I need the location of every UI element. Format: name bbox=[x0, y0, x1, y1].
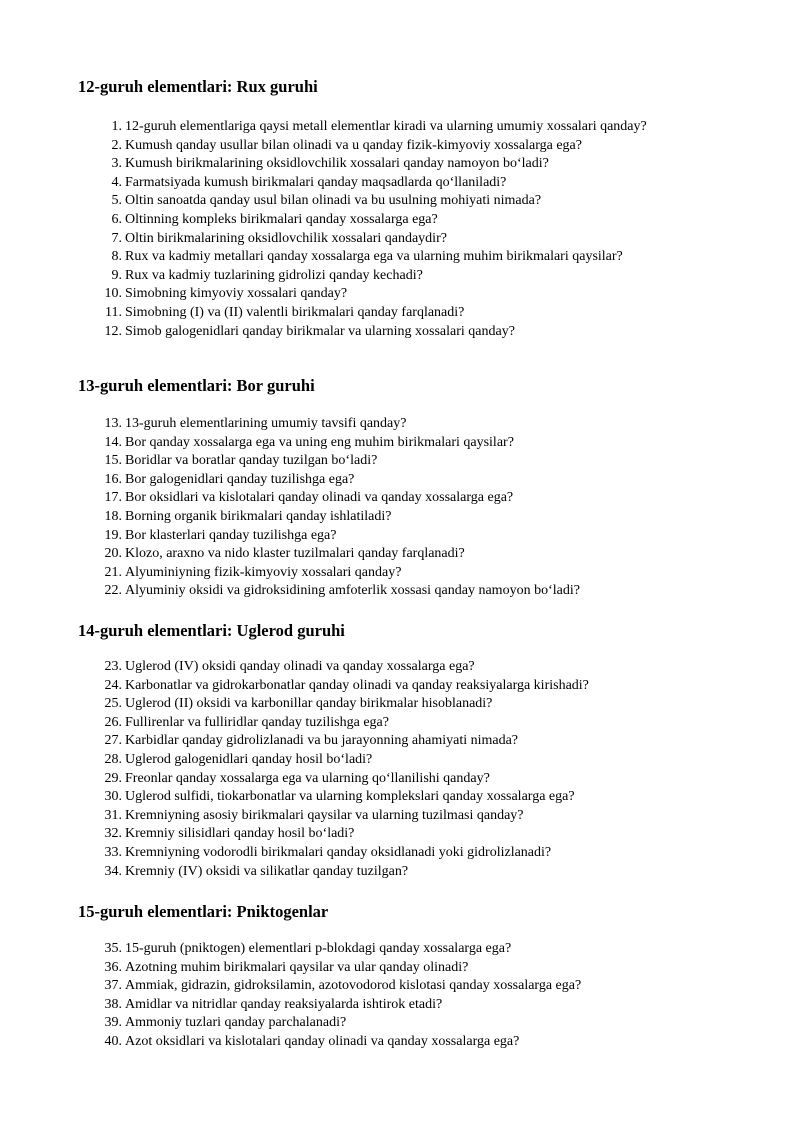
question-list bbox=[0, 415, 800, 601]
list-item bbox=[0, 192, 685, 211]
item-number: 24. bbox=[104, 677, 122, 693]
item-text: Azot oksidlari va kislotalari qanday olinadi va qanday xossalarga ega? bbox=[125, 1033, 520, 1049]
list-item bbox=[0, 489, 685, 508]
item-number: 38. bbox=[104, 996, 122, 1012]
item-text: Oltin sanoatda qanday usul bilan olinadi va bu usulning mohiyati nimada? bbox=[125, 193, 542, 209]
item-text: Azotning muhim birikmalari qaysilar va ular qanday olinadi? bbox=[125, 959, 469, 975]
list-item bbox=[0, 844, 685, 863]
item-text: Alyuminiyning fizik-kimyoviy xossalari qanday? bbox=[125, 564, 402, 580]
item-number: 22. bbox=[104, 583, 122, 599]
list-item bbox=[0, 959, 685, 978]
item-number: 21. bbox=[104, 564, 122, 580]
item-text: Uglerod (IV) oksidi qanday olinadi va qanday xossalarga ega? bbox=[125, 659, 475, 674]
item-text: Boridlar va boratlar qanday tuzilgan bo‘ladi? bbox=[125, 453, 378, 469]
list-item bbox=[0, 977, 685, 996]
item-text: Alyuminiy oksidi va gidroksidining amfoterlik xossasi qanday namoyon bo‘ladi? bbox=[125, 583, 580, 599]
list-item bbox=[0, 137, 685, 156]
item-number: 10. bbox=[104, 286, 122, 302]
item-number: 15. bbox=[104, 453, 122, 469]
section-heading: 13-guruh elementlari: Bor guruhi bbox=[78, 376, 315, 395]
item-text: Bor galogenidlari qanday tuzilishga ega? bbox=[125, 471, 355, 487]
list-item bbox=[0, 545, 685, 564]
item-number: 25. bbox=[104, 696, 122, 712]
item-text: Karbonatlar va gidrokarbonatlar qanday olinadi va qanday reaksiyalarga kirishadi? bbox=[125, 677, 589, 693]
question-list bbox=[0, 118, 800, 341]
list-item bbox=[0, 751, 685, 770]
question-list bbox=[0, 658, 800, 881]
list-item bbox=[0, 508, 685, 527]
item-number: 16. bbox=[104, 471, 122, 487]
item-text: 15-guruh (pniktogen) elementlari p-blokdagi qanday xossalarga ega? bbox=[125, 941, 512, 956]
item-number: 7. bbox=[111, 230, 122, 246]
list-item bbox=[0, 658, 685, 677]
question-list bbox=[0, 940, 800, 1052]
list-item bbox=[0, 677, 685, 696]
item-number: 1. bbox=[111, 119, 122, 134]
list-item bbox=[0, 863, 685, 882]
list-item bbox=[0, 434, 685, 453]
item-number: 13. bbox=[104, 416, 122, 431]
item-text: Bor klasterlari qanday tuzilishga ega? bbox=[125, 527, 337, 543]
item-text: Oltinning kompleks birikmalari qanday xossalarga ega? bbox=[125, 211, 438, 227]
item-number: 4. bbox=[111, 174, 122, 190]
list-item bbox=[0, 714, 685, 733]
item-number: 17. bbox=[104, 490, 122, 506]
item-text: 13-guruh elementlarining umumiy tavsifi qanday? bbox=[125, 416, 407, 431]
section-heading: 12-guruh elementlari: Rux guruhi bbox=[78, 77, 318, 96]
item-number: 2. bbox=[111, 137, 122, 153]
item-number: 33. bbox=[104, 844, 122, 860]
list-item bbox=[0, 248, 685, 267]
item-number: 14. bbox=[104, 434, 122, 450]
item-text: Ammiak, gidrazin, gidroksilamin, azotovodorod kislotasi qanday xossalarga ega? bbox=[125, 978, 582, 994]
item-number: 9. bbox=[111, 267, 122, 283]
list-item bbox=[0, 452, 685, 471]
item-text: 12-guruh elementlariga qaysi metall elementlar kiradi va ularning umumiy xossalari qanday? bbox=[125, 119, 647, 134]
item-text: Oltin birikmalarining oksidlovchilik xossalari qandaydir? bbox=[125, 230, 447, 246]
item-text: Fullirenlar va fulliridlar qanday tuzilishga ega? bbox=[125, 714, 389, 730]
section-heading: 14-guruh elementlari: Uglerod guruhi bbox=[78, 621, 345, 640]
list-item bbox=[0, 471, 685, 490]
item-text: Kremniyning vodorodli birikmalari qanday oksidlanadi yoki gidrolizlanadi? bbox=[125, 844, 552, 860]
list-item bbox=[0, 996, 685, 1015]
item-text: Klozo, araxno va nido klaster tuzilmalari qanday farqlanadi? bbox=[125, 546, 465, 562]
list-item bbox=[0, 527, 685, 546]
list-item bbox=[0, 825, 685, 844]
list-item bbox=[0, 267, 685, 286]
list-item bbox=[0, 1033, 685, 1052]
item-number: 39. bbox=[104, 1015, 122, 1031]
item-text: Karbidlar qanday gidrolizlanadi va bu jarayonning ahamiyati nimada? bbox=[125, 733, 519, 749]
item-number: 20. bbox=[104, 546, 122, 562]
list-item bbox=[0, 323, 685, 342]
item-number: 11. bbox=[105, 304, 122, 320]
list-item bbox=[0, 230, 685, 249]
list-item bbox=[0, 1014, 685, 1033]
item-number: 36. bbox=[104, 959, 122, 975]
item-text: Rux va kadmiy metallari qanday xossalarga ega va ularning muhim birikmalari qaysilar? bbox=[125, 249, 623, 265]
list-item bbox=[0, 582, 685, 601]
item-number: 29. bbox=[104, 770, 122, 786]
list-item bbox=[0, 304, 685, 323]
item-number: 26. bbox=[104, 714, 122, 730]
list-item bbox=[0, 285, 685, 304]
item-text: Uglerod sulfidi, tiokarbonatlar va ularning komplekslari qanday xossalarga ega? bbox=[125, 789, 575, 805]
item-text: Uglerod (II) oksidi va karbonillar qanday birikmalar hisoblanadi? bbox=[125, 696, 493, 712]
item-number: 30. bbox=[104, 789, 122, 805]
list-item bbox=[0, 807, 685, 826]
list-item bbox=[0, 118, 685, 137]
item-text: Uglerod galogenidlari qanday hosil bo‘ladi? bbox=[125, 751, 373, 767]
item-text: Kremniy silisidlari qanday hosil bo‘ladi? bbox=[125, 826, 355, 842]
item-text: Simobning (I) va (II) valentli birikmalari qanday farqlanadi? bbox=[125, 304, 465, 320]
item-number: 18. bbox=[104, 508, 122, 524]
item-number: 8. bbox=[111, 249, 122, 265]
item-number: 12. bbox=[104, 323, 122, 339]
item-number: 5. bbox=[111, 193, 122, 209]
item-number: 37. bbox=[104, 978, 122, 994]
list-item bbox=[0, 564, 685, 583]
section-heading: 15-guruh elementlari: Pniktogenlar bbox=[78, 902, 329, 921]
item-text: Amidlar va nitridlar qanday reaksiyalarda ishtirok etadi? bbox=[125, 996, 443, 1012]
list-item bbox=[0, 770, 685, 789]
list-item bbox=[0, 695, 685, 714]
item-text: Kumush qanday usullar bilan olinadi va u qanday fizik-kimyoviy xossalarga ega? bbox=[125, 137, 582, 153]
item-text: Bor qanday xossalarga ega va uning eng muhim birikmalari qaysilar? bbox=[125, 434, 514, 450]
item-number: 28. bbox=[104, 751, 122, 767]
item-number: 34. bbox=[104, 863, 122, 879]
item-text: Simobning kimyoviy xossalari qanday? bbox=[125, 286, 348, 302]
list-item bbox=[0, 155, 685, 174]
item-text: Ammoniy tuzlari qanday parchalanadi? bbox=[125, 1015, 347, 1031]
item-number: 40. bbox=[104, 1033, 122, 1049]
item-number: 23. bbox=[104, 659, 122, 674]
list-item bbox=[0, 415, 685, 434]
list-item bbox=[0, 788, 685, 807]
item-text: Rux va kadmiy tuzlarining gidrolizi qanday kechadi? bbox=[125, 267, 423, 283]
item-text: Kremniy (IV) oksidi va silikatlar qanday tuzilgan? bbox=[125, 863, 409, 879]
item-number: 32. bbox=[104, 826, 122, 842]
item-number: 31. bbox=[104, 807, 122, 823]
item-text: Borning organik birikmalari qanday ishlatiladi? bbox=[125, 508, 392, 524]
item-text: Bor oksidlari va kislotalari qanday olinadi va qanday xossalarga ega? bbox=[125, 490, 514, 506]
list-item bbox=[0, 174, 685, 193]
item-number: 27. bbox=[104, 733, 122, 749]
item-number: 19. bbox=[104, 527, 122, 543]
list-item bbox=[0, 732, 685, 751]
item-text: Simob galogenidlari qanday birikmalar va ularning xossalari qanday? bbox=[125, 323, 515, 339]
item-number: 6. bbox=[111, 211, 122, 227]
item-text: Freonlar qanday xossalarga ega va ularning qo‘llanilishi qanday? bbox=[125, 770, 490, 786]
list-item bbox=[0, 211, 685, 230]
item-number: 3. bbox=[111, 156, 122, 172]
item-text: Farmatsiyada kumush birikmalari qanday maqsadlarda qo‘llaniladi? bbox=[125, 174, 507, 190]
item-text: Kumush birikmalarining oksidlovchilik xossalari qanday namoyon bo‘ladi? bbox=[125, 156, 549, 172]
item-text: Kremniyning asosiy birikmalari qaysilar va ularning tuzilmasi qanday? bbox=[125, 807, 524, 823]
item-number: 35. bbox=[104, 941, 122, 956]
list-item bbox=[0, 940, 685, 959]
